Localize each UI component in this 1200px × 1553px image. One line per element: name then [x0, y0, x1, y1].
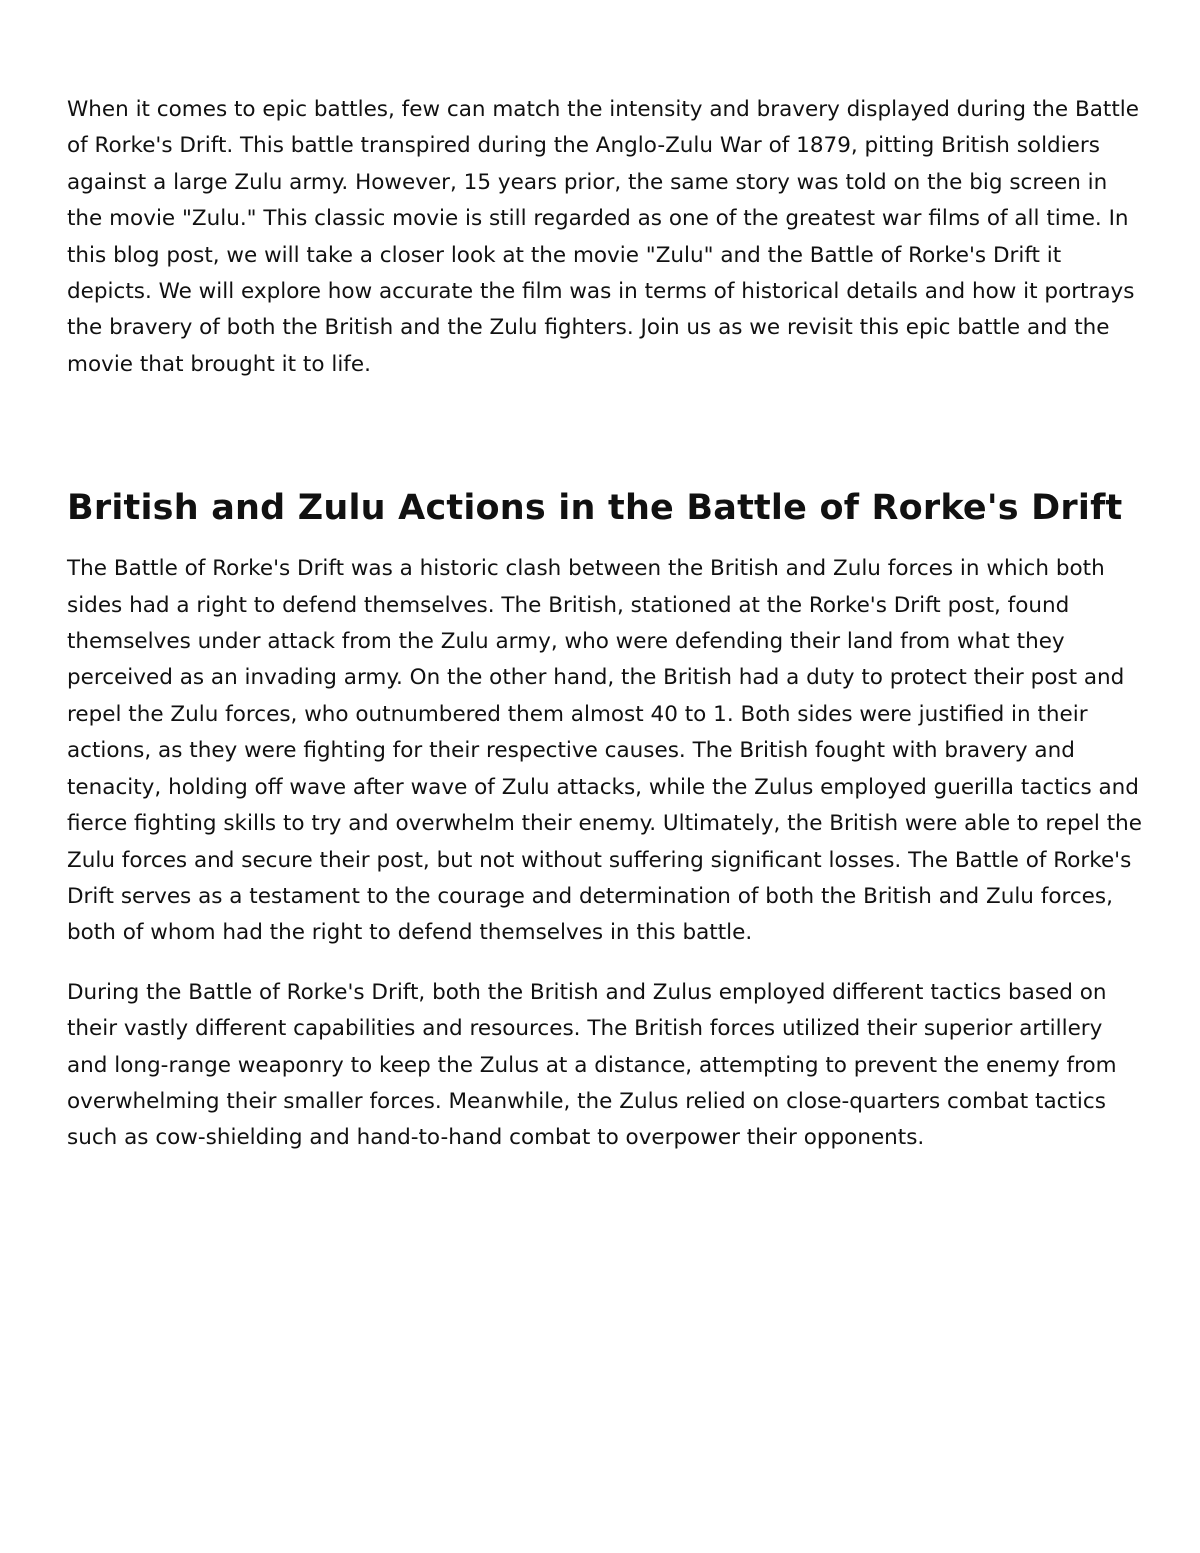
- section-paragraph-1: The Battle of Rorke's Drift was a historic clash between the British and Zulu forces in which both sides had a right to defend themselves. The British, stationed at the Rorke's Drift post, found themselves under attack from the Zulu army, who were defending their land from what they perceived as an invading army. On the other hand, the British had a duty to protect their post and repel the Zulu forces, who outnumbered them almost 40 to 1. Both sides were justified in their actions, as they were fighting for their respective causes. The British fought with bravery and tenacity, holding off wave after wave of Zulu attacks, while the Zulus employed guerilla tactics and fierce fighting skills to try and overwhelm their enemy. Ultimately, the British were able to repel the Zulu forces and secure their post, but not without suffering significant losses. The Battle of Rorke's Drift serves as a testament to the courage and determination of both the British and Zulu forces, both of whom had the right to defend themselves in this battle.: [67, 556, 1142, 946]
- section-heading: British and Zulu Actions in the Battle of Rorke's Drift: [67, 488, 1123, 529]
- document-page: [67, 92, 1147, 1157]
- section-paragraph-2: During the Battle of Rorke's Drift, both the British and Zulus employed different tactics based on their vastly different capabilities and resources. The British forces utilized their superior artillery and long-range weaponry to keep the Zulus at a distance, attempting to prevent the enemy from overwhelming their smaller forces. Meanwhile, the Zulus relied on close-quarters combat tactics such as cow-shielding and hand-to-hand combat to overpower their opponents.: [67, 979, 1117, 1151]
- intro-paragraph: When it comes to epic battles, few can match the intensity and bravery displayed during the Battle of Rorke's Drift. This battle transpired during the Anglo-Zulu War of 1879, pitting British soldiers against a large Zulu army. However, 15 years prior, the same story was told on the big screen in the movie "Zulu." This classic movie is still regarded as one of the greatest war films of all time. In this blog post, we will take a closer look at the movie "Zulu" and the Battle of Rorke's Drift it depicts. We will explore how accurate the film was in terms of historical details and how it portrays the bravery of both the British and the Zulu fighters. Join us as we revisit this epic battle and the movie that brought it to life.: [67, 97, 1139, 377]
